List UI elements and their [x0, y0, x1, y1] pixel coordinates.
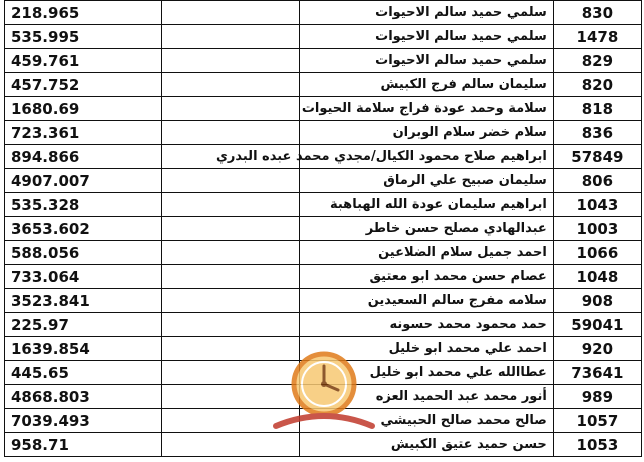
name-cell: عصام حسن محمد ابو معتيق [299, 265, 553, 289]
table-row [5, 385, 642, 409]
table-row [5, 169, 642, 193]
table-row [5, 49, 642, 73]
amount-cell: 3523.841 [5, 289, 162, 313]
id-cell: 920 [553, 337, 641, 361]
amount-cell: 1680.69 [5, 97, 162, 121]
amount-cell: 4868.803 [5, 385, 162, 409]
spacer-cell [161, 385, 299, 409]
spacer-cell [161, 1, 299, 25]
id-cell: 1043 [553, 193, 641, 217]
amount-cell: 445.65 [5, 361, 162, 385]
id-cell: 908 [553, 289, 641, 313]
table-row [5, 265, 642, 289]
spacer-cell [161, 217, 299, 241]
amount-cell: 459.761 [5, 49, 162, 73]
spacer-cell [161, 73, 299, 97]
table-row [5, 193, 642, 217]
name-cell: ابراهيم سليمان عودة الله الهباهبة [299, 193, 553, 217]
name-cell: حسن حميد عتيق الكبيش [299, 433, 553, 457]
amount-cell: 1639.854 [5, 337, 162, 361]
spacer-cell [161, 25, 299, 49]
table-row [5, 241, 642, 265]
table-row [5, 145, 642, 169]
name-cell: سلمي حميد سالم الاحيوات [299, 49, 553, 73]
name-cell: سلمي حميد سالم الاحيوات [299, 1, 553, 25]
spacer-cell [161, 409, 299, 433]
amount-cell: 457.752 [5, 73, 162, 97]
amount-cell: 588.056 [5, 241, 162, 265]
name-cell: سليمان صبيح علي الرماق [299, 169, 553, 193]
id-cell: 820 [553, 73, 641, 97]
spacer-cell [161, 361, 299, 385]
name-cell: أنور محمد عبد الحميد العزه [299, 385, 553, 409]
spacer-cell [161, 337, 299, 361]
table-row [5, 409, 642, 433]
name-cell: صالح محمد صالح الحبيشي [299, 409, 553, 433]
table-row [5, 433, 642, 457]
name-cell: عبدالهادي مصلح حسن خاطر [299, 217, 553, 241]
id-cell: 1066 [553, 241, 641, 265]
id-cell: 1478 [553, 25, 641, 49]
id-cell: 989 [553, 385, 641, 409]
id-cell: 73641 [553, 361, 641, 385]
id-cell: 829 [553, 49, 641, 73]
amount-cell: 894.866 [5, 145, 162, 169]
amount-cell: 535.328 [5, 193, 162, 217]
spacer-cell [161, 193, 299, 217]
spacer-cell [161, 121, 299, 145]
name-cell: سلمي حميد سالم الاحيوات [299, 25, 553, 49]
amount-cell: 535.995 [5, 25, 162, 49]
id-cell: 1048 [553, 265, 641, 289]
spacer-cell [161, 97, 299, 121]
records-table-body [5, 1, 642, 457]
amount-cell: 218.965 [5, 1, 162, 25]
id-cell: 836 [553, 121, 641, 145]
table-row [5, 313, 642, 337]
id-cell: 57849 [553, 145, 641, 169]
id-cell: 1053 [553, 433, 641, 457]
table-row [5, 289, 642, 313]
name-cell: احمد جميل سلام الضلاعين [299, 241, 553, 265]
amount-cell: 723.361 [5, 121, 162, 145]
id-cell: 1003 [553, 217, 641, 241]
amount-cell: 225.97 [5, 313, 162, 337]
spacer-cell [161, 433, 299, 457]
id-cell: 1057 [553, 409, 641, 433]
table-row [5, 337, 642, 361]
table-row [5, 97, 642, 121]
table-row [5, 217, 642, 241]
amount-cell: 3653.602 [5, 217, 162, 241]
spacer-cell [161, 289, 299, 313]
amount-cell: 4907.007 [5, 169, 162, 193]
id-cell: 59041 [553, 313, 641, 337]
spacer-cell [161, 169, 299, 193]
name-cell: سلامة وحمد عودة فراج سلامة الحيوات [299, 97, 553, 121]
amount-cell: 733.064 [5, 265, 162, 289]
id-cell: 806 [553, 169, 641, 193]
table-row [5, 121, 642, 145]
amount-cell: 7039.493 [5, 409, 162, 433]
name-cell: سلام خضر سلام الوبران [299, 121, 553, 145]
id-cell: 830 [553, 1, 641, 25]
name-cell: سلامه مفرج سالم السعيدين [299, 289, 553, 313]
name-cell: عطاالله علي محمد ابو خليل [299, 361, 553, 385]
table-row [5, 1, 642, 25]
amount-cell: 958.71 [5, 433, 162, 457]
spacer-cell [161, 241, 299, 265]
name-cell: حمد محمود محمد حسونه [299, 313, 553, 337]
spacer-cell [161, 265, 299, 289]
records-table [4, 0, 642, 457]
name-cell: احمد علي محمد ابو خليل [299, 337, 553, 361]
spacer-cell [161, 49, 299, 73]
id-cell: 818 [553, 97, 641, 121]
table-row [5, 361, 642, 385]
spacer-cell [161, 313, 299, 337]
table-row [5, 25, 642, 49]
table-row [5, 73, 642, 97]
name-cell: سليمان سالم فرج الكبيش [299, 73, 553, 97]
name-cell: ابراهيم صلاح محمود الكيال/مجدي محمد عبده البدري [299, 145, 553, 169]
